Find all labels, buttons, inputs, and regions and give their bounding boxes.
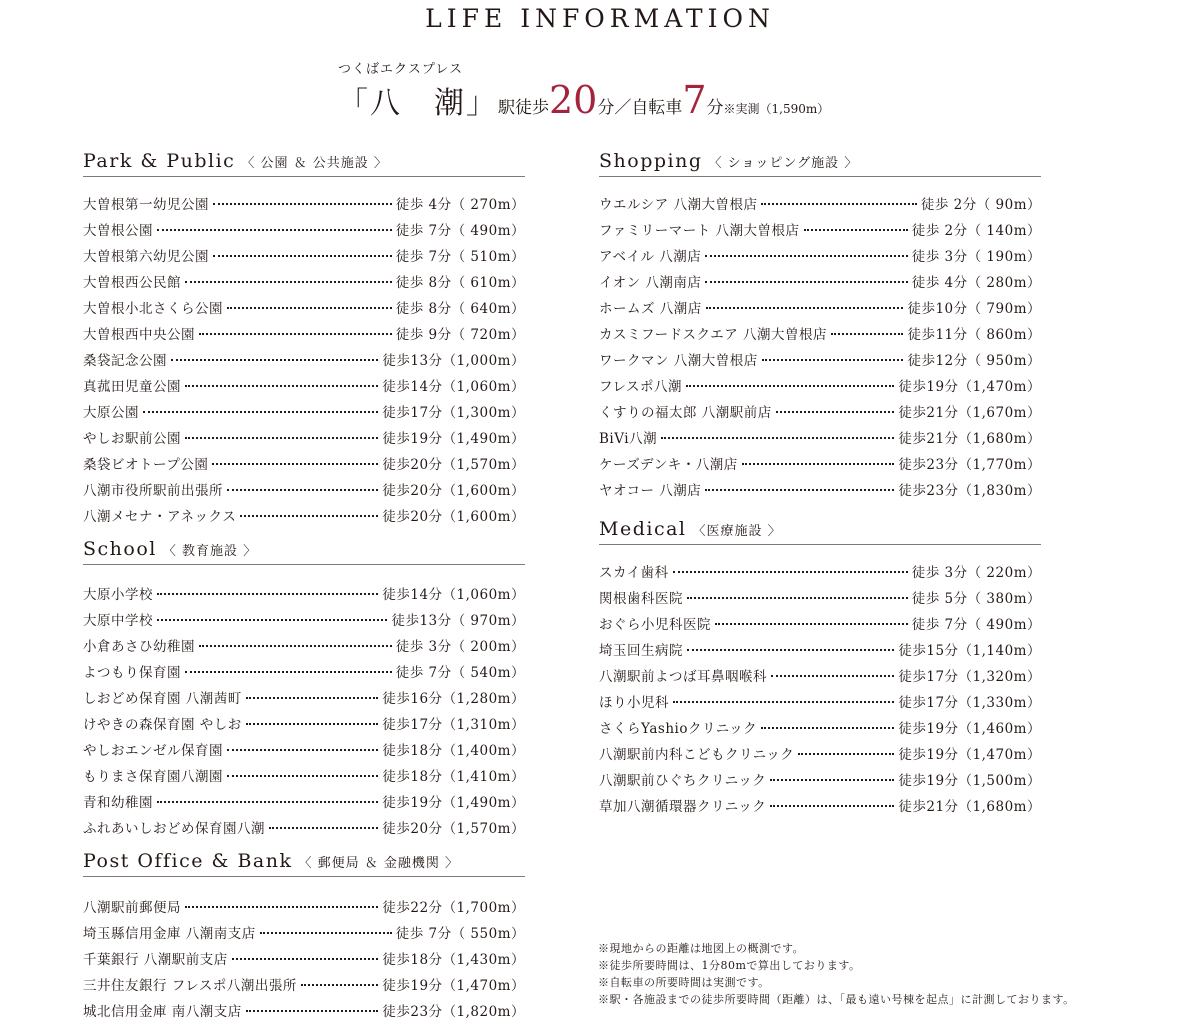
dot-leader xyxy=(171,359,378,361)
facility-name: アベイル 八潮店 xyxy=(599,249,702,265)
dot-leader xyxy=(798,753,894,755)
footnote: ※自転車の所要時間は実測です。 xyxy=(598,976,770,989)
walk-minutes: 20 xyxy=(549,78,598,122)
walk-time: 徒歩 7分（ 540m） xyxy=(395,665,525,681)
walk-time: 徒歩18分（1,400m） xyxy=(382,743,525,759)
dot-leader xyxy=(240,515,378,517)
facility-name: おぐら小児科医院 xyxy=(599,617,711,633)
dot-leader xyxy=(157,229,392,231)
dot-leader xyxy=(246,697,379,699)
walk-time: 徒歩 7分（ 490m） xyxy=(911,617,1041,633)
footnote: ※駅・各施設までの徒歩所要時間（距離）は、「最も遠い号棟を起点」に計測しております。 xyxy=(598,993,1075,1006)
walk-time: 徒歩20分（1,600m） xyxy=(382,483,525,499)
dot-leader xyxy=(143,411,378,413)
facility-name: BiVi八潮 xyxy=(599,431,658,447)
section-title: Medical xyxy=(599,518,687,540)
facility-name: 大曽根小北さくら公園 xyxy=(83,301,223,317)
facility-row xyxy=(599,688,1041,714)
facility-name: 八潮駅前ひぐちクリニック xyxy=(599,773,767,789)
walk-time: 徒歩16分（1,280m） xyxy=(382,691,525,707)
walk-time: 徒歩 8分（ 610m） xyxy=(395,275,525,291)
station-bracket-close: 」 xyxy=(466,86,498,121)
dot-leader xyxy=(157,593,378,595)
walk-time: 徒歩 4分（ 280m） xyxy=(911,275,1041,291)
facility-name: 千葉銀行 八潮駅前支店 xyxy=(83,952,228,968)
dot-leader xyxy=(770,805,894,807)
facility-name: 青和幼稚園 xyxy=(83,795,153,811)
facility-name: 八潮駅前内科こどもクリニック xyxy=(599,747,795,763)
dot-leader xyxy=(831,333,903,335)
dot-leader xyxy=(199,645,392,647)
facility-name: 真菰田児童公園 xyxy=(83,379,181,395)
section-title: Park & Public xyxy=(83,150,236,172)
dot-leader xyxy=(804,229,908,231)
footnote: ※徒歩所要時間は、1分80mで算出しております。 xyxy=(598,959,861,972)
dot-leader xyxy=(227,775,378,777)
dot-leader xyxy=(761,727,894,729)
walk-time: 徒歩18分（1,410m） xyxy=(382,769,525,785)
walk-time: 徒歩 8分（ 640m） xyxy=(395,301,525,317)
facility-name: ヤオコー 八潮店 xyxy=(599,483,702,499)
section-header-shopping xyxy=(599,150,1041,177)
facility-row xyxy=(599,792,1041,818)
shopping-list xyxy=(599,190,1041,502)
facility-name: 城北信用金庫 南八潮支店 xyxy=(83,1004,242,1020)
bike-unit: 分 xyxy=(706,98,724,118)
station-bracket-open: 「 xyxy=(338,86,370,121)
dot-leader xyxy=(706,307,904,309)
section-header-park xyxy=(83,150,525,177)
facility-row xyxy=(599,320,1041,346)
dot-leader xyxy=(185,281,392,283)
walk-time: 徒歩19分（1,500m） xyxy=(898,773,1041,789)
distance-note: ※実測（1,590m） xyxy=(723,102,830,116)
walk-time: 徒歩17分（1,330m） xyxy=(898,695,1041,711)
dot-leader xyxy=(246,723,379,725)
facility-name: 三井住友銀行 フレスポ八潮出張所 xyxy=(83,978,297,994)
dot-leader xyxy=(770,779,894,781)
facility-row xyxy=(599,242,1041,268)
facility-row xyxy=(599,268,1041,294)
facility-row xyxy=(83,424,525,450)
walk-time: 徒歩19分（1,470m） xyxy=(898,379,1041,395)
facility-row xyxy=(83,294,525,320)
section-header-medical xyxy=(599,518,1041,545)
dot-leader xyxy=(185,437,378,439)
section-subtitle: 〈 郵便局 ＆ 金融機関 〉 xyxy=(298,856,460,871)
dot-leader xyxy=(673,571,908,573)
dot-leader xyxy=(213,255,392,257)
facility-name: やしお駅前公園 xyxy=(83,431,181,447)
facility-row xyxy=(83,268,525,294)
facility-name: 八潮メセナ・アネックス xyxy=(83,509,237,525)
facility-row xyxy=(83,398,525,424)
facility-name: しおどめ保育園 八潮茜町 xyxy=(83,691,242,707)
facility-name: 大曽根西中央公園 xyxy=(83,327,195,343)
station-info xyxy=(338,58,898,128)
walk-time: 徒歩 3分（ 220m） xyxy=(911,565,1041,581)
dot-leader xyxy=(705,255,907,257)
railway-line-name: つくばエクスプレス xyxy=(338,62,463,77)
facility-row xyxy=(599,740,1041,766)
facility-row xyxy=(599,346,1041,372)
dot-leader xyxy=(260,932,392,934)
facility-name: さくらYashioクリニック xyxy=(599,721,758,737)
dot-leader xyxy=(687,597,908,599)
facility-row xyxy=(599,190,1041,216)
facility-name: ファミリーマート 八潮大曽根店 xyxy=(599,223,800,239)
facility-row xyxy=(599,662,1041,688)
dot-leader xyxy=(185,385,378,387)
walk-time: 徒歩10分（ 790m） xyxy=(907,301,1041,317)
facility-name: 八潮市役所駅前出張所 xyxy=(83,483,223,499)
walk-time: 徒歩19分（1,490m） xyxy=(382,431,525,447)
facility-name: 大曽根西公民館 xyxy=(83,275,181,291)
walk-time: 徒歩20分（1,570m） xyxy=(382,821,525,837)
walk-time: 徒歩 7分（ 490m） xyxy=(395,223,525,239)
walk-time: 徒歩 2分（ 140m） xyxy=(911,223,1041,239)
facility-row xyxy=(83,684,525,710)
facility-row xyxy=(599,294,1041,320)
walk-time: 徒歩 5分（ 380m） xyxy=(911,591,1041,607)
dot-leader xyxy=(157,619,387,621)
section-header-bank xyxy=(83,850,525,877)
facility-name: 関根歯科医院 xyxy=(599,591,683,607)
facility-row xyxy=(599,398,1041,424)
walk-label: 駅徒歩 xyxy=(498,98,549,118)
dot-leader xyxy=(227,307,392,309)
dot-leader xyxy=(761,203,916,205)
walk-time: 徒歩19分（1,490m） xyxy=(382,795,525,811)
facility-row xyxy=(599,610,1041,636)
facility-name: 大曽根公園 xyxy=(83,223,153,239)
facility-name: 埼玉回生病院 xyxy=(599,643,683,659)
facility-row xyxy=(599,372,1041,398)
facility-row xyxy=(83,945,525,971)
facility-row xyxy=(83,710,525,736)
section-title: Shopping xyxy=(599,150,703,172)
dot-leader xyxy=(269,827,378,829)
school-list xyxy=(83,580,525,840)
facility-name: 大曽根第六幼児公園 xyxy=(83,249,209,265)
walk-time: 徒歩 3分（ 190m） xyxy=(911,249,1041,265)
walk-time: 徒歩13分（ 970m） xyxy=(391,613,525,629)
facility-name: ワークマン 八潮大曽根店 xyxy=(599,353,758,369)
dot-leader xyxy=(705,489,894,491)
facility-name: 八潮駅前郵便局 xyxy=(83,900,181,916)
dot-leader xyxy=(771,675,894,677)
facility-name: 大原公園 xyxy=(83,405,139,421)
facility-row xyxy=(83,476,525,502)
facility-row xyxy=(599,424,1041,450)
walk-time: 徒歩23分（1,770m） xyxy=(898,457,1041,473)
section-header-school xyxy=(83,538,525,565)
walk-time: 徒歩23分（1,820m） xyxy=(382,1004,525,1020)
dot-leader xyxy=(199,333,392,335)
section-subtitle: 〈医療施設 〉 xyxy=(692,524,782,539)
facility-row xyxy=(83,320,525,346)
station-name: 八 潮 xyxy=(370,86,466,121)
section-subtitle: 〈 ショッピング施設 〉 xyxy=(708,156,859,171)
facility-row xyxy=(83,893,525,919)
facility-row xyxy=(83,919,525,945)
walk-time: 徒歩21分（1,670m） xyxy=(898,405,1041,421)
walk-time: 徒歩11分（ 860m） xyxy=(907,327,1041,343)
facility-name: 草加八潮循環器クリニック xyxy=(599,799,767,815)
facility-row xyxy=(83,502,525,528)
facility-row xyxy=(83,190,525,216)
dot-leader xyxy=(705,281,907,283)
walk-time: 徒歩19分（1,470m） xyxy=(382,978,525,994)
walk-time: 徒歩19分（1,470m） xyxy=(898,747,1041,763)
walk-time: 徒歩 9分（ 720m） xyxy=(395,327,525,343)
walk-time: 徒歩14分（1,060m） xyxy=(382,379,525,395)
walk-time: 徒歩 4分（ 270m） xyxy=(395,197,525,213)
facility-name: スカイ歯科 xyxy=(599,565,669,581)
dot-leader xyxy=(157,801,378,803)
facility-row xyxy=(83,814,525,840)
walk-time: 徒歩 3分（ 200m） xyxy=(395,639,525,655)
walk-time: 徒歩 2分（ 90m） xyxy=(920,197,1041,213)
dot-leader xyxy=(213,203,392,205)
facility-name: もりまさ保育園八潮園 xyxy=(83,769,223,785)
dot-leader xyxy=(185,906,378,908)
walk-time: 徒歩15分（1,140m） xyxy=(898,643,1041,659)
dot-leader xyxy=(227,489,378,491)
facility-row xyxy=(83,997,525,1023)
facility-row xyxy=(83,736,525,762)
facility-name: 大原中学校 xyxy=(83,613,153,629)
dot-leader xyxy=(661,437,894,439)
walk-time: 徒歩 7分（ 510m） xyxy=(395,249,525,265)
dot-leader xyxy=(227,749,378,751)
facility-row xyxy=(83,971,525,997)
facility-name: ほり小児科 xyxy=(599,695,669,711)
facility-row xyxy=(599,636,1041,662)
facility-row xyxy=(83,346,525,372)
facility-name: 桑袋ビオトープ公園 xyxy=(83,457,209,473)
facility-row xyxy=(83,242,525,268)
section-title: Post Office & Bank xyxy=(83,850,293,872)
dot-leader xyxy=(776,411,895,413)
dot-leader xyxy=(246,1010,379,1012)
dot-leader xyxy=(742,463,895,465)
facility-name: ふれあいしおどめ保育園八潮 xyxy=(83,821,265,837)
section-title: School xyxy=(83,538,157,560)
section-subtitle: 〈 教育施設 〉 xyxy=(162,544,258,559)
walk-time: 徒歩17分（1,320m） xyxy=(898,669,1041,685)
medical-list xyxy=(599,558,1041,818)
facility-name: フレスポ八潮 xyxy=(599,379,683,395)
dot-leader xyxy=(301,984,379,986)
footnotes xyxy=(598,940,1118,1008)
walk-time: 徒歩12分（ 950m） xyxy=(907,353,1041,369)
facility-name: やしおエンゼル保育園 xyxy=(83,743,223,759)
facility-row xyxy=(83,658,525,684)
walk-time: 徒歩17分（1,310m） xyxy=(382,717,525,733)
section-subtitle: 〈 公園 ＆ 公共施設 〉 xyxy=(241,156,388,171)
facility-row xyxy=(599,558,1041,584)
facility-name: くすりの福太郎 八潮駅前店 xyxy=(599,405,772,421)
facility-row xyxy=(599,714,1041,740)
walk-time: 徒歩18分（1,430m） xyxy=(382,952,525,968)
facility-row xyxy=(83,632,525,658)
facility-name: 埼玉縣信用金庫 八潮南支店 xyxy=(83,926,256,942)
park-list xyxy=(83,190,525,528)
walk-time: 徒歩21分（1,680m） xyxy=(898,431,1041,447)
bank-list xyxy=(83,893,525,1023)
dot-leader xyxy=(212,463,378,465)
facility-name: イオン 八潮南店 xyxy=(599,275,702,291)
page-title: LIFE INFORMATION xyxy=(425,4,775,33)
walk-time: 徒歩20分（1,600m） xyxy=(382,509,525,525)
facility-name: 桑袋記念公園 xyxy=(83,353,167,369)
facility-row xyxy=(83,606,525,632)
dot-leader xyxy=(762,359,904,361)
dot-leader xyxy=(673,701,894,703)
facility-row xyxy=(83,762,525,788)
walk-time: 徒歩14分（1,060m） xyxy=(382,587,525,603)
walk-time: 徒歩21分（1,680m） xyxy=(898,799,1041,815)
facility-row xyxy=(83,580,525,606)
facility-row xyxy=(83,450,525,476)
dot-leader xyxy=(185,671,392,673)
facility-name: 八潮駅前よつば耳鼻咽喉科 xyxy=(599,669,767,685)
facility-row xyxy=(599,216,1041,242)
facility-name: ホームズ 八潮店 xyxy=(599,301,702,317)
walk-time: 徒歩23分（1,830m） xyxy=(898,483,1041,499)
facility-row xyxy=(83,788,525,814)
facility-name: 小倉あさひ幼稚園 xyxy=(83,639,195,655)
walk-time: 徒歩20分（1,570m） xyxy=(382,457,525,473)
facility-name: 大原小学校 xyxy=(83,587,153,603)
footnote: ※現地からの距離は地図上の概測です。 xyxy=(598,942,805,955)
facility-row xyxy=(599,584,1041,610)
dot-leader xyxy=(232,958,379,960)
walk-time: 徒歩13分（1,000m） xyxy=(382,353,525,369)
facility-name: 大曽根第一幼児公園 xyxy=(83,197,209,213)
facility-name: ケーズデンキ・八潮店 xyxy=(599,457,738,473)
facility-row xyxy=(83,372,525,398)
walk-time: 徒歩19分（1,460m） xyxy=(898,721,1041,737)
walk-time: 徒歩 7分（ 550m） xyxy=(395,926,525,942)
walk-unit: 分／自転車 xyxy=(597,98,683,118)
facility-row xyxy=(599,766,1041,792)
walk-time: 徒歩17分（1,300m） xyxy=(382,405,525,421)
dot-leader xyxy=(715,623,908,625)
facility-row xyxy=(599,476,1041,502)
dot-leader xyxy=(687,649,894,651)
facility-name: けやきの森保育園 やしお xyxy=(83,717,242,733)
facility-row xyxy=(599,450,1041,476)
facility-name: よつもり保育園 xyxy=(83,665,181,681)
station-access-row xyxy=(338,78,829,122)
walk-time: 徒歩22分（1,700m） xyxy=(382,900,525,916)
facility-name: カスミフードスクエア 八潮大曽根店 xyxy=(599,327,827,343)
facility-name: ウエルシア 八潮大曽根店 xyxy=(599,197,758,213)
dot-leader xyxy=(686,385,894,387)
bike-minutes: 7 xyxy=(682,78,707,122)
facility-row xyxy=(83,216,525,242)
